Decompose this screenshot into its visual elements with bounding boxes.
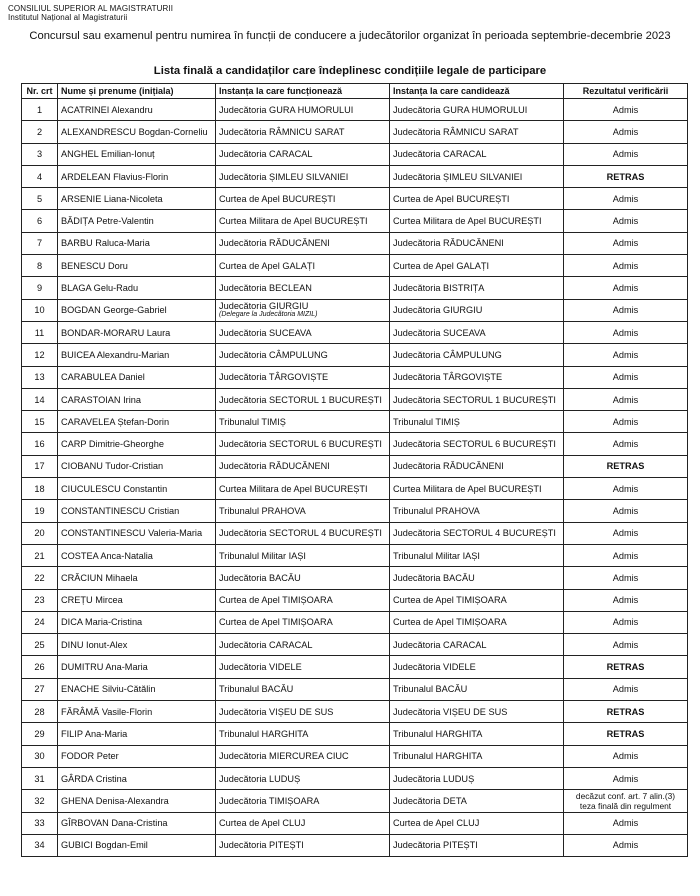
target-court: Curtea de Apel BUCUREȘTI <box>390 188 564 210</box>
target-court: Curtea de Apel TIMIȘOARA <box>390 589 564 611</box>
verification-result: Admis <box>564 834 688 856</box>
verification-result: RETRAS <box>564 723 688 745</box>
table-row <box>22 188 688 210</box>
table-row <box>22 634 688 656</box>
target-court: Judecătoria BACĂU <box>390 567 564 589</box>
current-court: Judecătoria GURA HUMORULUI <box>216 99 390 121</box>
table-row <box>22 344 688 366</box>
row-number: 32 <box>22 790 58 812</box>
target-court: Tribunalul BACĂU <box>390 678 564 700</box>
verification-result: Admis <box>564 522 688 544</box>
row-number: 19 <box>22 500 58 522</box>
candidate-name: BĂDIȚA Petre-Valentin <box>58 210 216 232</box>
row-number: 3 <box>22 143 58 165</box>
current-court: Curtea de Apel BUCUREȘTI <box>216 188 390 210</box>
candidate-name: CRĂCIUN Mihaela <box>58 567 216 589</box>
candidate-name: ENACHE Silviu-Cătălin <box>58 678 216 700</box>
target-court: Judecătoria CARACAL <box>390 143 564 165</box>
row-number: 23 <box>22 589 58 611</box>
row-number: 28 <box>22 701 58 723</box>
candidate-name: CIUCULESCU Constantin <box>58 478 216 500</box>
target-court: Judecătoria VIȘEU DE SUS <box>390 701 564 723</box>
current-court-name: Judecătoria GIURGIU <box>219 301 309 312</box>
verification-result: Admis <box>564 478 688 500</box>
target-court: Tribunalul HARGHITA <box>390 723 564 745</box>
row-number: 22 <box>22 567 58 589</box>
target-court: Judecătoria SECTORUL 4 BUCUREȘTI <box>390 522 564 544</box>
candidate-name: BOGDAN George-Gabriel <box>58 299 216 321</box>
row-number: 4 <box>22 165 58 187</box>
verification-result: Admis <box>564 277 688 299</box>
candidate-name: FODOR Peter <box>58 745 216 767</box>
target-court: Judecătoria GIURGIU <box>390 299 564 321</box>
candidate-name: CARABULEA Daniel <box>58 366 216 388</box>
candidate-name: FILIP Ana-Maria <box>58 723 216 745</box>
verification-result: Admis <box>564 678 688 700</box>
current-court: Tribunalul PRAHOVA <box>216 500 390 522</box>
candidate-name: DICA Maria-Cristina <box>58 611 216 633</box>
table-row <box>22 567 688 589</box>
current-court: Curtea de Apel CLUJ <box>216 812 390 834</box>
candidate-name: CONSTANTINESCU Cristian <box>58 500 216 522</box>
current-court: Judecătoria RÂMNICU SARAT <box>216 121 390 143</box>
target-court: Judecătoria ȘIMLEU SILVANIEI <box>390 165 564 187</box>
candidate-name: CARP Dimitrie-Gheorghe <box>58 433 216 455</box>
current-court: Curtea de Apel TIMIȘOARA <box>216 589 390 611</box>
table-row <box>22 701 688 723</box>
row-number: 34 <box>22 834 58 856</box>
table-row <box>22 522 688 544</box>
verification-result: RETRAS <box>564 165 688 187</box>
current-court: Judecătoria LUDUȘ <box>216 767 390 789</box>
verification-result: Admis <box>564 188 688 210</box>
row-number: 21 <box>22 544 58 566</box>
current-court: Tribunalul Militar IAȘI <box>216 544 390 566</box>
current-court: Judecătoria TÂRGOVIȘTE <box>216 366 390 388</box>
current-court: Judecătoria CARACAL <box>216 143 390 165</box>
verification-result: Admis <box>564 611 688 633</box>
row-number: 33 <box>22 812 58 834</box>
row-number: 5 <box>22 188 58 210</box>
verification-result: RETRAS <box>564 701 688 723</box>
contest-title: Concursul sau examenul pentru numirea în funcții de conducere a judecătorilor organizat în perioada septembrie-decembrie 2023 <box>29 30 671 42</box>
candidate-name: BUICEA Alexandru-Marian <box>58 344 216 366</box>
target-court: Judecătoria SECTORUL 6 BUCUREȘTI <box>390 433 564 455</box>
target-court: Tribunalul Militar IAȘI <box>390 544 564 566</box>
current-court: Judecătoria CARACAL <box>216 634 390 656</box>
verification-result: RETRAS <box>564 656 688 678</box>
target-court: Judecătoria GURA HUMORULUI <box>390 99 564 121</box>
current-court: Judecătoria SECTORUL 1 BUCUREȘTI <box>216 388 390 410</box>
candidate-name: DINU Ionut-Alex <box>58 634 216 656</box>
current-court: Judecătoria MIERCUREA CIUC <box>216 745 390 767</box>
candidate-name: CONSTANTINESCU Valeria-Maria <box>58 522 216 544</box>
verification-result: decăzut conf. art. 7 alin.(3) teza finală din regulment <box>564 790 688 812</box>
table-row <box>22 812 688 834</box>
table-row <box>22 299 688 321</box>
table-row <box>22 277 688 299</box>
verification-result: Admis <box>564 321 688 343</box>
target-court: Judecătoria LUDUȘ <box>390 767 564 789</box>
verification-result: RETRAS <box>564 455 688 477</box>
table-row <box>22 388 688 410</box>
candidate-name: GUBICI Bogdan-Emil <box>58 834 216 856</box>
target-court: Tribunalul PRAHOVA <box>390 500 564 522</box>
candidate-name: CIOBANU Tudor-Cristian <box>58 455 216 477</box>
target-court: Curtea de Apel GALAȚI <box>390 255 564 277</box>
row-number: 29 <box>22 723 58 745</box>
candidate-name: COSTEA Anca-Natalia <box>58 544 216 566</box>
target-court: Curtea de Apel CLUJ <box>390 812 564 834</box>
target-court: Judecătoria RÂMNICU SARAT <box>390 121 564 143</box>
row-number: 9 <box>22 277 58 299</box>
table-header-row <box>22 84 688 99</box>
target-court: Judecătoria RĂDUCĂNENI <box>390 232 564 254</box>
table-row <box>22 255 688 277</box>
current-court: Judecătoria VIDELE <box>216 656 390 678</box>
row-number: 8 <box>22 255 58 277</box>
current-court: Curtea de Apel TIMIȘOARA <box>216 611 390 633</box>
row-number: 7 <box>22 232 58 254</box>
candidate-name: FĂRÂMĂ Vasile-Florin <box>58 701 216 723</box>
verification-result: Admis <box>564 589 688 611</box>
institute-name: Institutul Național al Magistraturii <box>8 13 128 22</box>
verification-result: Admis <box>564 567 688 589</box>
target-court: Curtea Militara de Apel BUCUREȘTI <box>390 478 564 500</box>
verification-result: Admis <box>564 544 688 566</box>
table-row <box>22 433 688 455</box>
table-row <box>22 165 688 187</box>
table-row <box>22 210 688 232</box>
row-number: 30 <box>22 745 58 767</box>
candidates-table <box>21 83 688 857</box>
current-court: Tribunalul BACĂU <box>216 678 390 700</box>
verification-result: Admis <box>564 232 688 254</box>
table-row <box>22 366 688 388</box>
delegation-note: (Delegare la Judecătoria MIZIL) <box>219 311 318 319</box>
candidate-name: CARASTOIAN Irina <box>58 388 216 410</box>
verification-result: Admis <box>564 812 688 834</box>
column-header-nr: Nr. crt <box>22 84 58 99</box>
current-court: Judecătoria RĂDUCĂNENI <box>216 455 390 477</box>
current-court: Judecătoria BECLEAN <box>216 277 390 299</box>
candidate-name: GÎRBOVAN Dana-Cristina <box>58 812 216 834</box>
row-number: 16 <box>22 433 58 455</box>
candidate-name: CARAVELEA Ștefan-Dorin <box>58 411 216 433</box>
current-court <box>216 299 390 321</box>
table-row <box>22 745 688 767</box>
table-row <box>22 500 688 522</box>
table-row <box>22 143 688 165</box>
current-court: Judecătoria PITEȘTI <box>216 834 390 856</box>
verification-result: Admis <box>564 299 688 321</box>
candidate-name: ACATRINEI Alexandru <box>58 99 216 121</box>
verification-result: Admis <box>564 433 688 455</box>
current-court: Tribunalul HARGHITA <box>216 723 390 745</box>
table-row <box>22 455 688 477</box>
row-number: 27 <box>22 678 58 700</box>
candidate-name: ALEXANDRESCU Bogdan-Corneliu <box>58 121 216 143</box>
table-row <box>22 611 688 633</box>
target-court: Tribunalul TIMIȘ <box>390 411 564 433</box>
current-court: Curtea de Apel GALAȚI <box>216 255 390 277</box>
current-court: Curtea Militara de Apel BUCUREȘTI <box>216 478 390 500</box>
table-row <box>22 790 688 812</box>
row-number: 1 <box>22 99 58 121</box>
table-row <box>22 121 688 143</box>
row-number: 15 <box>22 411 58 433</box>
current-court: Tribunalul TIMIȘ <box>216 411 390 433</box>
column-header-target-court: Instanța la care candidează <box>390 84 564 99</box>
current-court: Judecătoria SECTORUL 6 BUCUREȘTI <box>216 433 390 455</box>
candidate-name: GHENA Denisa-Alexandra <box>58 790 216 812</box>
candidate-name: BLAGA Gelu-Radu <box>58 277 216 299</box>
row-number: 11 <box>22 321 58 343</box>
current-court: Judecătoria TIMIȘOARA <box>216 790 390 812</box>
target-court: Judecătoria SUCEAVA <box>390 321 564 343</box>
table-row <box>22 678 688 700</box>
row-number: 12 <box>22 344 58 366</box>
target-court: Judecătoria VIDELE <box>390 656 564 678</box>
target-court: Judecătoria SECTORUL 1 BUCUREȘTI <box>390 388 564 410</box>
current-court: Judecătoria ȘIMLEU SILVANIEI <box>216 165 390 187</box>
target-court: Judecătoria PITEȘTI <box>390 834 564 856</box>
current-court: Judecătoria SECTORUL 4 BUCUREȘTI <box>216 522 390 544</box>
table-row <box>22 544 688 566</box>
verification-result: Admis <box>564 344 688 366</box>
table-row <box>22 321 688 343</box>
row-number: 20 <box>22 522 58 544</box>
candidate-name: BONDAR-MORARU Laura <box>58 321 216 343</box>
verification-result: Admis <box>564 767 688 789</box>
verification-result: Admis <box>564 366 688 388</box>
candidate-name: GÂRDA Cristina <box>58 767 216 789</box>
table-row <box>22 723 688 745</box>
target-court: Judecătoria BISTRIȚA <box>390 277 564 299</box>
current-court: Judecătoria SUCEAVA <box>216 321 390 343</box>
row-number: 10 <box>22 299 58 321</box>
verification-result: Admis <box>564 255 688 277</box>
verification-result: Admis <box>564 411 688 433</box>
current-court: Judecătoria CÂMPULUNG <box>216 344 390 366</box>
table-row <box>22 478 688 500</box>
target-court: Judecătoria CARACAL <box>390 634 564 656</box>
candidate-name: ARDELEAN Flavius-Florin <box>58 165 216 187</box>
row-number: 26 <box>22 656 58 678</box>
column-header-result: Rezultatul verificării <box>564 84 688 99</box>
current-court: Judecătoria BACĂU <box>216 567 390 589</box>
candidate-name: BARBU Raluca-Maria <box>58 232 216 254</box>
row-number: 14 <box>22 388 58 410</box>
table-row <box>22 99 688 121</box>
table-row <box>22 411 688 433</box>
candidate-name: ANGHEL Emilian-Ionuț <box>58 143 216 165</box>
candidate-name: BENESCU Doru <box>58 255 216 277</box>
table-row <box>22 834 688 856</box>
row-number: 6 <box>22 210 58 232</box>
target-court: Tribunalul HARGHITA <box>390 745 564 767</box>
target-court: Judecătoria RĂDUCĂNENI <box>390 455 564 477</box>
table-row <box>22 656 688 678</box>
current-court: Judecătoria VIȘEU DE SUS <box>216 701 390 723</box>
verification-result: Admis <box>564 121 688 143</box>
row-number: 24 <box>22 611 58 633</box>
current-court: Judecătoria RĂDUCĂNENI <box>216 232 390 254</box>
verification-result: Admis <box>564 143 688 165</box>
row-number: 17 <box>22 455 58 477</box>
row-number: 25 <box>22 634 58 656</box>
target-court: Judecătoria DETA <box>390 790 564 812</box>
candidate-name: DUMITRU Ana-Maria <box>58 656 216 678</box>
verification-result: Admis <box>564 745 688 767</box>
target-court: Curtea de Apel TIMIȘOARA <box>390 611 564 633</box>
verification-result: Admis <box>564 388 688 410</box>
table-row <box>22 232 688 254</box>
candidate-name: ARSENIE Liana-Nicoleta <box>58 188 216 210</box>
table-row <box>22 767 688 789</box>
column-header-current-court: Instanța la care funcționează <box>216 84 390 99</box>
row-number: 31 <box>22 767 58 789</box>
verification-result: Admis <box>564 634 688 656</box>
verification-result: Admis <box>564 210 688 232</box>
verification-result: Admis <box>564 500 688 522</box>
row-number: 2 <box>22 121 58 143</box>
target-court: Judecătoria TÂRGOVIȘTE <box>390 366 564 388</box>
target-court: Curtea Militara de Apel BUCUREȘTI <box>390 210 564 232</box>
target-court: Judecătoria CÂMPULUNG <box>390 344 564 366</box>
list-title: Lista finală a candidaților care îndeplinesc condițiile legale de participare <box>153 65 547 77</box>
row-number: 13 <box>22 366 58 388</box>
column-header-name: Nume și prenume (inițiala) <box>58 84 216 99</box>
current-court: Curtea Militara de Apel BUCUREȘTI <box>216 210 390 232</box>
verification-result: Admis <box>564 99 688 121</box>
candidate-name: CREȚU Mircea <box>58 589 216 611</box>
institution-name: CONSILIUL SUPERIOR AL MAGISTRATURII <box>8 4 174 13</box>
table-row <box>22 589 688 611</box>
row-number: 18 <box>22 478 58 500</box>
